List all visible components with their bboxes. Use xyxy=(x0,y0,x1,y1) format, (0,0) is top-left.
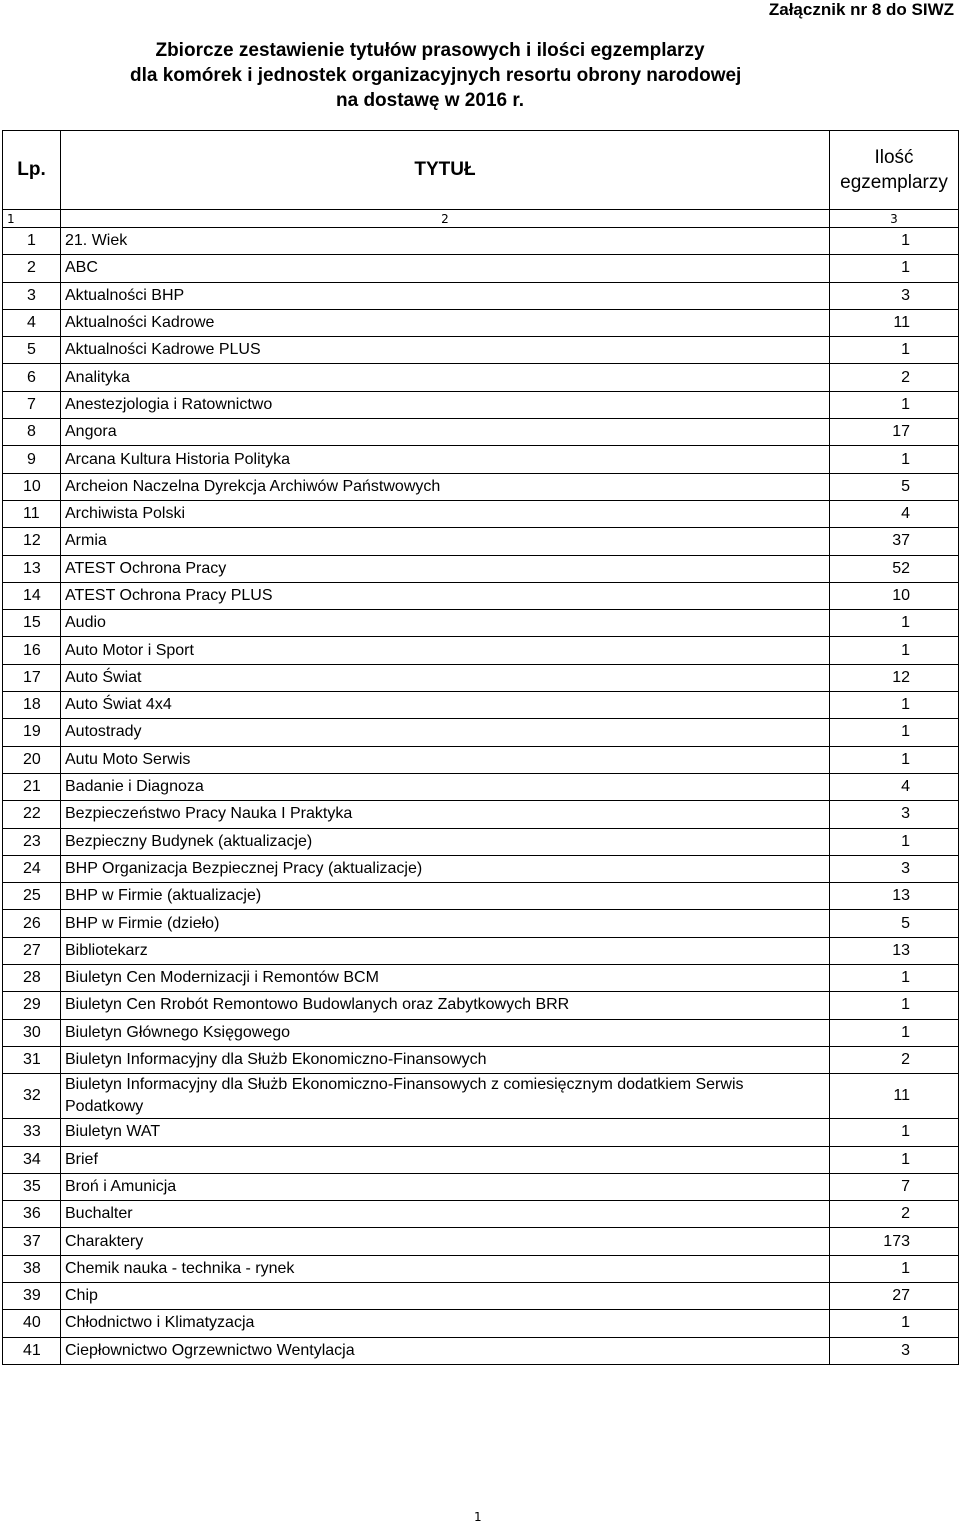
row-quantity: 1 xyxy=(830,746,959,773)
table-row xyxy=(3,337,959,364)
header-quantity-line1: Ilość xyxy=(874,147,914,168)
table-row xyxy=(3,1019,959,1046)
row-quantity: 1 xyxy=(830,610,959,637)
row-lp: 9 xyxy=(3,446,61,473)
row-quantity: 1 xyxy=(830,965,959,992)
row-quantity: 5 xyxy=(830,910,959,937)
row-title: Ciepłownictwo Ogrzewnictwo Wentylacja xyxy=(61,1337,830,1364)
row-quantity: 1 xyxy=(830,1019,959,1046)
row-quantity: 10 xyxy=(830,582,959,609)
row-quantity: 52 xyxy=(830,555,959,582)
row-quantity: 13 xyxy=(830,883,959,910)
row-lp: 27 xyxy=(3,937,61,964)
row-title: Auto Świat xyxy=(61,664,830,691)
table-row xyxy=(3,309,959,336)
row-quantity: 173 xyxy=(830,1228,959,1255)
row-quantity: 3 xyxy=(830,282,959,309)
row-quantity: 13 xyxy=(830,937,959,964)
row-quantity: 11 xyxy=(830,309,959,336)
row-title: Auto Świat 4x4 xyxy=(61,692,830,719)
table-row xyxy=(3,910,959,937)
row-title: 21. Wiek xyxy=(61,228,830,255)
row-lp: 38 xyxy=(3,1255,61,1282)
row-lp: 34 xyxy=(3,1146,61,1173)
row-quantity: 7 xyxy=(830,1173,959,1200)
row-quantity: 5 xyxy=(830,473,959,500)
row-lp: 15 xyxy=(3,610,61,637)
row-title: Badanie i Diagnoza xyxy=(61,773,830,800)
row-lp: 10 xyxy=(3,473,61,500)
row-title: BHP w Firmie (dzieło) xyxy=(61,910,830,937)
row-lp: 41 xyxy=(3,1337,61,1364)
row-quantity: 1 xyxy=(830,637,959,664)
row-title: Chłodnictwo i Klimatyzacja xyxy=(61,1310,830,1337)
row-title: ATEST Ochrona Pracy PLUS xyxy=(61,582,830,609)
row-quantity: 1 xyxy=(830,992,959,1019)
column-number-2: 2 xyxy=(61,210,830,228)
row-title: Angora xyxy=(61,419,830,446)
row-lp: 22 xyxy=(3,801,61,828)
row-title: Biuletyn Cen Rrobót Remontowo Budowlanych oraz Zabytkowych BRR xyxy=(61,992,830,1019)
table-row xyxy=(3,937,959,964)
page-number: 1 xyxy=(474,1510,482,1524)
table-row xyxy=(3,1074,959,1119)
row-quantity: 1 xyxy=(830,1310,959,1337)
header-lp: Lp. xyxy=(3,131,61,210)
table-row xyxy=(3,1046,959,1073)
row-lp: 29 xyxy=(3,992,61,1019)
attachment-label: Załącznik nr 8 do SIWZ xyxy=(768,0,954,19)
table-row xyxy=(3,1310,959,1337)
row-lp: 23 xyxy=(3,828,61,855)
row-quantity: 27 xyxy=(830,1282,959,1309)
row-quantity: 37 xyxy=(830,528,959,555)
table-row xyxy=(3,610,959,637)
table-row xyxy=(3,364,959,391)
title-line-2: dla komórek i jednostek organizacyjnych resortu obrony narodowej xyxy=(130,65,742,86)
row-title: Bibliotekarz xyxy=(61,937,830,964)
table-row xyxy=(3,282,959,309)
row-lp: 31 xyxy=(3,1046,61,1073)
row-title: Analityka xyxy=(61,364,830,391)
table-row xyxy=(3,582,959,609)
row-quantity: 2 xyxy=(830,364,959,391)
row-lp: 14 xyxy=(3,582,61,609)
header-quantity-line2: egzemplarzy xyxy=(840,172,948,193)
row-lp: 28 xyxy=(3,965,61,992)
row-title: Armia xyxy=(61,528,830,555)
table-row xyxy=(3,1173,959,1200)
row-lp: 32 xyxy=(3,1074,61,1119)
row-quantity: 1 xyxy=(830,446,959,473)
table-row xyxy=(3,391,959,418)
table-row xyxy=(3,473,959,500)
row-lp: 30 xyxy=(3,1019,61,1046)
row-lp: 6 xyxy=(3,364,61,391)
table-row xyxy=(3,992,959,1019)
table-row xyxy=(3,883,959,910)
table-row xyxy=(3,255,959,282)
table-header-row xyxy=(3,131,959,210)
row-lp: 40 xyxy=(3,1310,61,1337)
row-title: Brief xyxy=(61,1146,830,1173)
row-lp: 20 xyxy=(3,746,61,773)
row-lp: 17 xyxy=(3,664,61,691)
row-lp: 13 xyxy=(3,555,61,582)
row-title: Bezpieczeństwo Pracy Nauka I Praktyka xyxy=(61,801,830,828)
row-quantity: 11 xyxy=(830,1074,959,1119)
row-lp: 24 xyxy=(3,855,61,882)
row-lp: 36 xyxy=(3,1201,61,1228)
row-title: Biuletyn WAT xyxy=(61,1119,830,1146)
row-quantity: 3 xyxy=(830,801,959,828)
table-row xyxy=(3,719,959,746)
row-title: Anestezjologia i Ratownictwo xyxy=(61,391,830,418)
row-quantity: 17 xyxy=(830,419,959,446)
table-row xyxy=(3,419,959,446)
row-title: Aktualności BHP xyxy=(61,282,830,309)
row-lp: 37 xyxy=(3,1228,61,1255)
row-quantity: 1 xyxy=(830,692,959,719)
row-title: BHP Organizacja Bezpiecznej Pracy (aktualizacje) xyxy=(61,855,830,882)
header-quantity xyxy=(830,131,959,210)
row-quantity: 1 xyxy=(830,828,959,855)
row-title: Charaktery xyxy=(61,1228,830,1255)
table-row xyxy=(3,1119,959,1146)
row-lp: 25 xyxy=(3,883,61,910)
row-title: Aktualności Kadrowe xyxy=(61,309,830,336)
row-title: Biuletyn Informacyjny dla Służb Ekonomiczno-Finansowych xyxy=(61,1046,830,1073)
row-lp: 16 xyxy=(3,637,61,664)
title-line-1: Zbiorcze zestawienie tytułów prasowych i ilości egzemplarzy xyxy=(155,40,705,61)
row-lp: 3 xyxy=(3,282,61,309)
row-quantity: 1 xyxy=(830,1119,959,1146)
row-title: Archiwista Polski xyxy=(61,500,830,527)
table-row xyxy=(3,1146,959,1173)
row-quantity: 4 xyxy=(830,500,959,527)
table-row xyxy=(3,1201,959,1228)
row-title: Archeion Naczelna Dyrekcja Archiwów Państwowych xyxy=(61,473,830,500)
row-lp: 12 xyxy=(3,528,61,555)
row-title: Auto Motor i Sport xyxy=(61,637,830,664)
row-quantity: 2 xyxy=(830,1046,959,1073)
row-title: Aktualności Kadrowe PLUS xyxy=(61,337,830,364)
row-title: Autu Moto Serwis xyxy=(61,746,830,773)
table-row xyxy=(3,692,959,719)
row-lp: 35 xyxy=(3,1173,61,1200)
table-row xyxy=(3,828,959,855)
row-title: Bezpieczny Budynek (aktualizacje) xyxy=(61,828,830,855)
row-quantity: 1 xyxy=(830,391,959,418)
row-quantity: 2 xyxy=(830,1201,959,1228)
row-title: Biuletyn Cen Modernizacji i Remontów BCM xyxy=(61,965,830,992)
row-quantity: 1 xyxy=(830,228,959,255)
row-title: Chip xyxy=(61,1282,830,1309)
row-lp: 33 xyxy=(3,1119,61,1146)
table-row xyxy=(3,528,959,555)
table-row xyxy=(3,555,959,582)
row-lp: 18 xyxy=(3,692,61,719)
row-lp: 26 xyxy=(3,910,61,937)
table-row xyxy=(3,664,959,691)
table-row xyxy=(3,446,959,473)
row-lp: 1 xyxy=(3,228,61,255)
table-row xyxy=(3,637,959,664)
row-title: Biuletyn Głównego Księgowego xyxy=(61,1019,830,1046)
column-number-3: 3 xyxy=(830,210,959,228)
row-title: Autostrady xyxy=(61,719,830,746)
row-quantity: 3 xyxy=(830,855,959,882)
column-number-row xyxy=(3,210,959,228)
row-lp: 4 xyxy=(3,309,61,336)
header-title: TYTUŁ xyxy=(61,131,830,210)
table-body xyxy=(3,228,959,1365)
title-line-3: na dostawę w 2016 r. xyxy=(336,90,524,111)
row-lp: 7 xyxy=(3,391,61,418)
table-row xyxy=(3,500,959,527)
row-quantity: 1 xyxy=(830,337,959,364)
row-title: Audio xyxy=(61,610,830,637)
row-title: Biuletyn Informacyjny dla Służb Ekonomiczno-Finansowych z comiesięcznym dodatkiem Serwis Podatkowy xyxy=(61,1074,830,1119)
row-quantity: 1 xyxy=(830,1255,959,1282)
row-title: ABC xyxy=(61,255,830,282)
table-row xyxy=(3,1282,959,1309)
row-quantity: 1 xyxy=(830,1146,959,1173)
row-quantity: 1 xyxy=(830,255,959,282)
table-row xyxy=(3,801,959,828)
row-lp: 2 xyxy=(3,255,61,282)
table-row xyxy=(3,228,959,255)
table-row xyxy=(3,965,959,992)
row-title: Chemik nauka - technika - rynek xyxy=(61,1255,830,1282)
row-title: Buchalter xyxy=(61,1201,830,1228)
table-row xyxy=(3,746,959,773)
row-lp: 19 xyxy=(3,719,61,746)
row-quantity: 3 xyxy=(830,1337,959,1364)
row-lp: 8 xyxy=(3,419,61,446)
row-title: Broń i Amunicja xyxy=(61,1173,830,1200)
table-row xyxy=(3,1228,959,1255)
table-row xyxy=(3,855,959,882)
column-number-1: 1 xyxy=(3,210,61,228)
row-quantity: 4 xyxy=(830,773,959,800)
table-row xyxy=(3,773,959,800)
document-title xyxy=(130,38,742,113)
table-row xyxy=(3,1337,959,1364)
press-titles-table xyxy=(2,130,959,1365)
row-title: Arcana Kultura Historia Polityka xyxy=(61,446,830,473)
table-row xyxy=(3,1255,959,1282)
row-quantity: 12 xyxy=(830,664,959,691)
row-lp: 11 xyxy=(3,500,61,527)
row-lp: 39 xyxy=(3,1282,61,1309)
row-quantity: 1 xyxy=(830,719,959,746)
row-title: ATEST Ochrona Pracy xyxy=(61,555,830,582)
row-lp: 21 xyxy=(3,773,61,800)
row-title: BHP w Firmie (aktualizacje) xyxy=(61,883,830,910)
row-lp: 5 xyxy=(3,337,61,364)
